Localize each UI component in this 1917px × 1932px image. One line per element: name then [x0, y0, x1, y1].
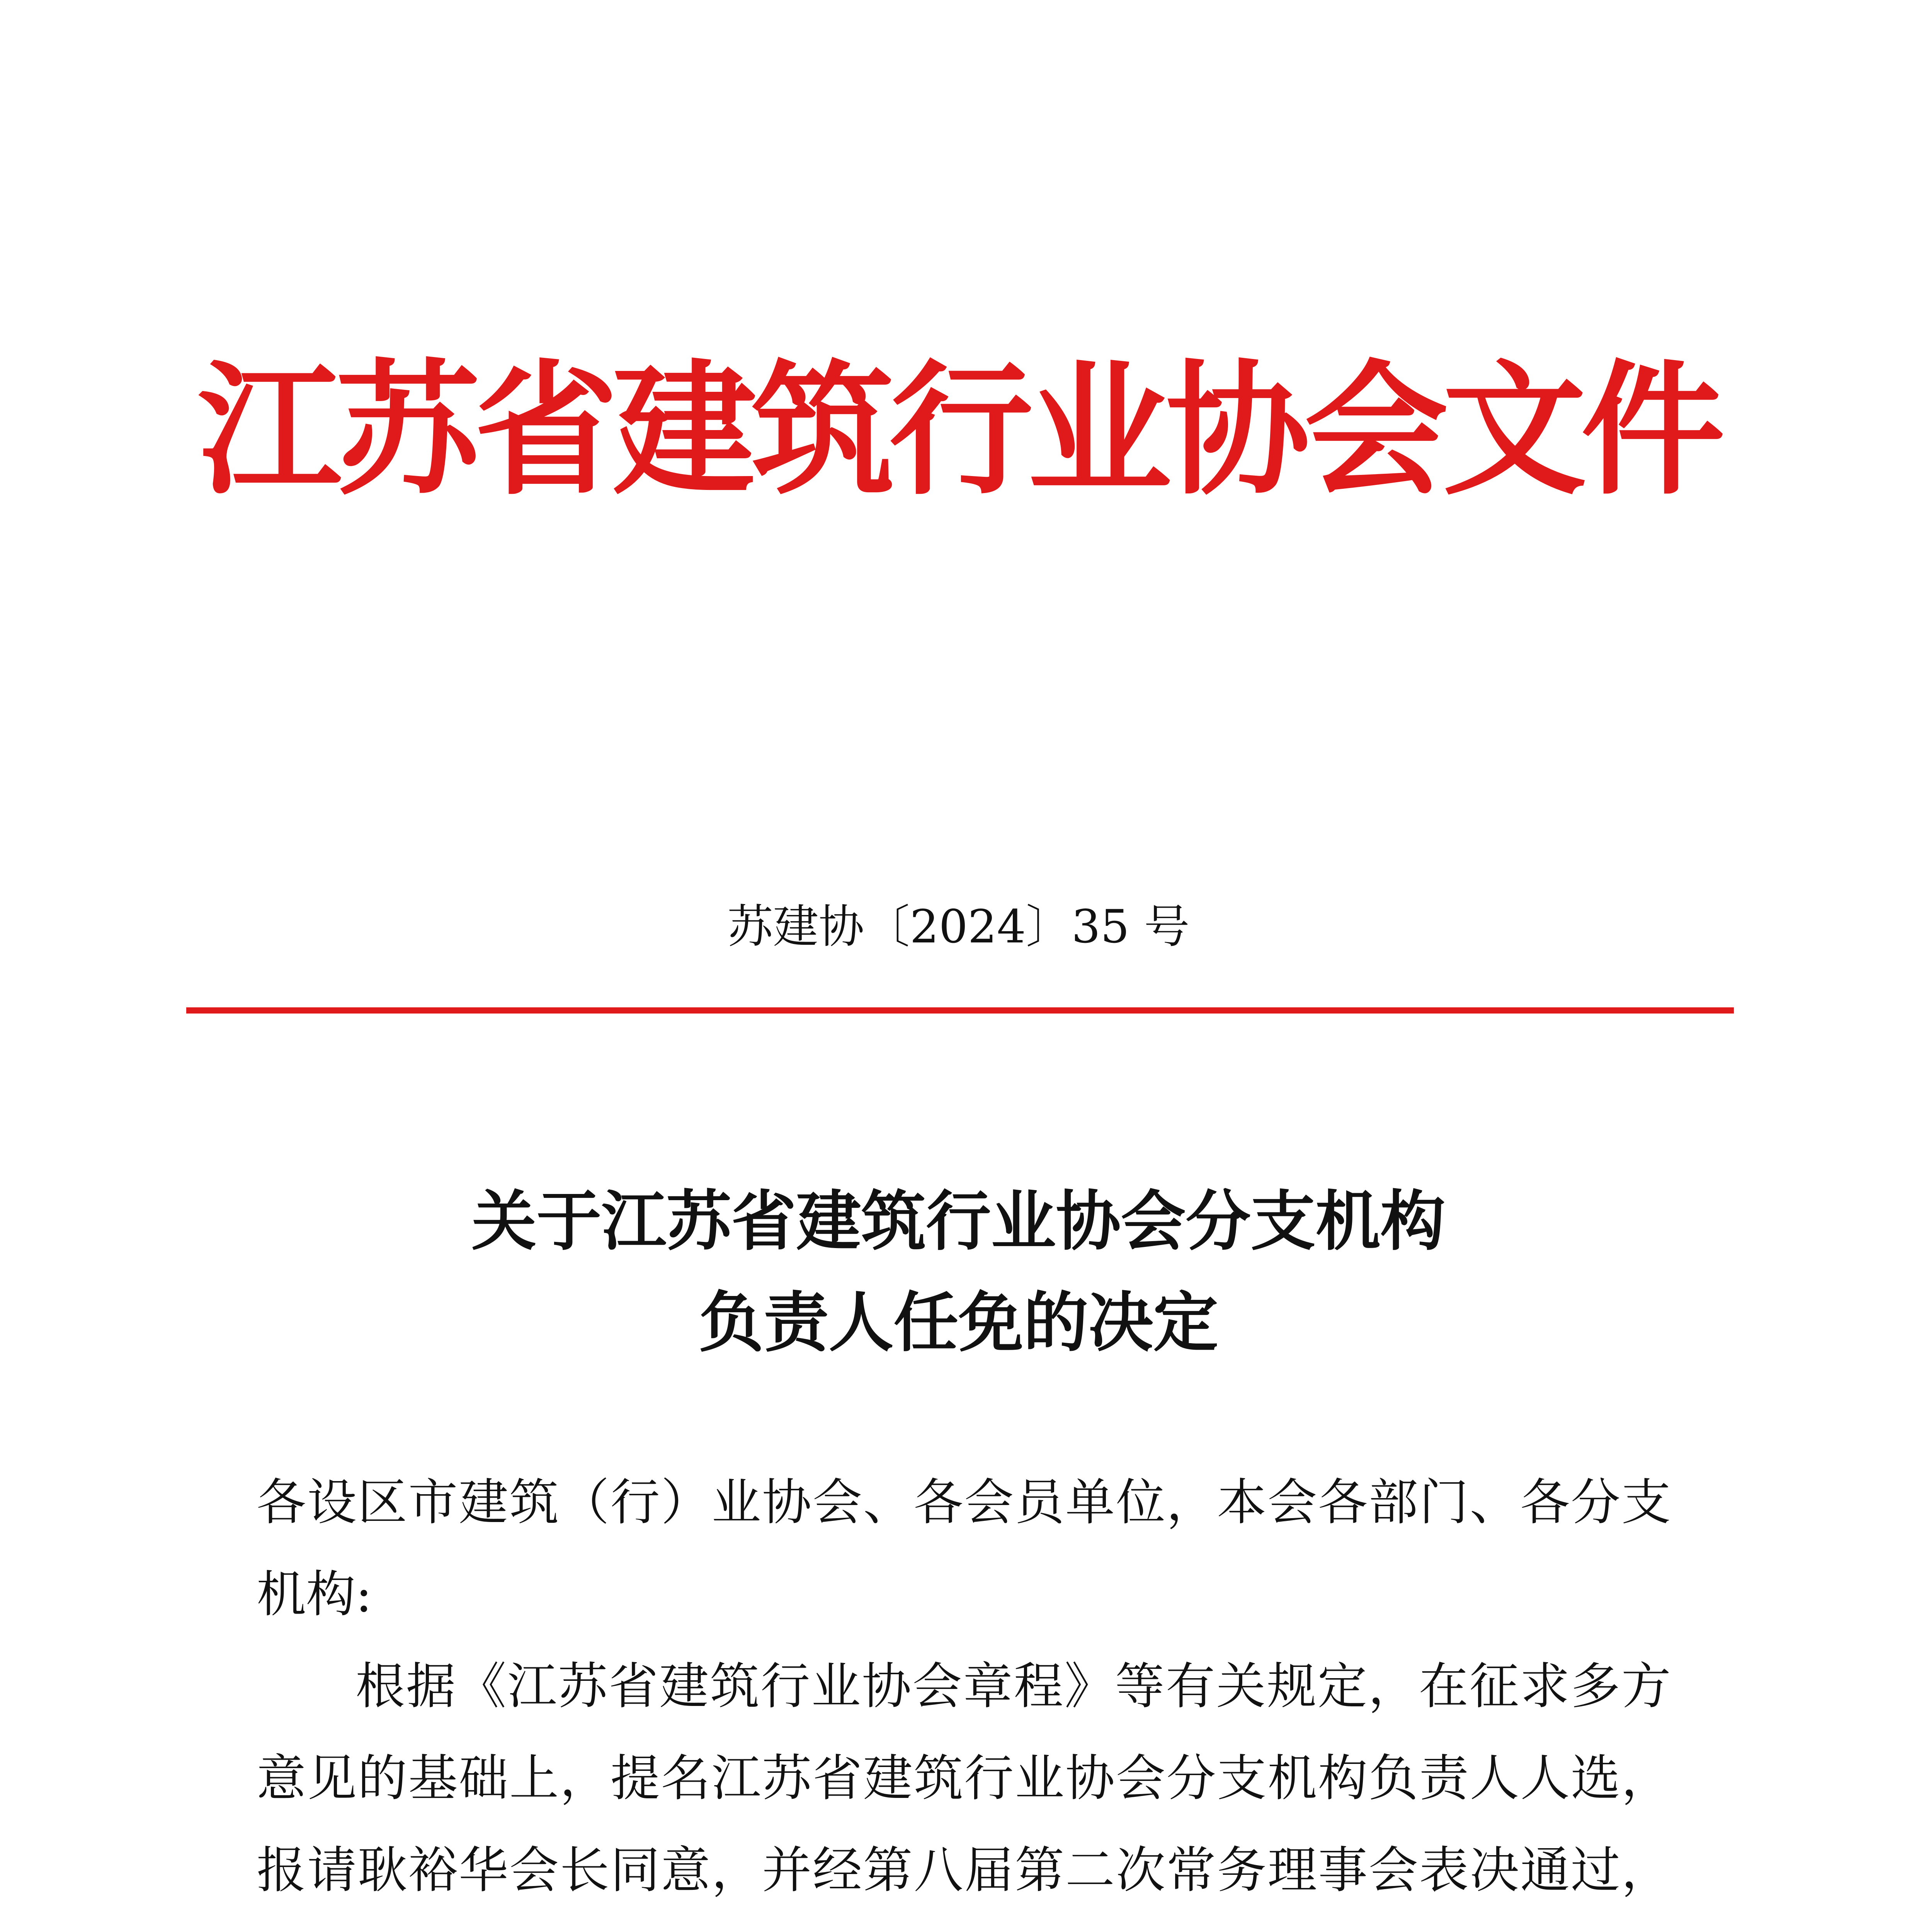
- red-separator-line: [186, 1007, 1734, 1014]
- body-paragraph: 根据《江苏省建筑行业协会章程》等有关规定，在征求多方意见的基础上，提名江苏省建筑行业协会分支机构负责人人选，报请耿裕华会长同意，并经第八届第二次常务理事会表决通过，: [257, 1658, 1671, 1899]
- document-title-line-1: 关于江苏省建筑行业协会分支机构: [471, 1184, 1446, 1259]
- document-title: [0, 1171, 1917, 1373]
- document-number: 苏建协〔2024〕35 号: [727, 900, 1190, 953]
- salutation: 各设区市建筑（行）业协会、各会员单位，本会各部门、各分支机构:: [257, 1474, 1671, 1623]
- document-title-line-2: 负责人任免的决定: [699, 1285, 1218, 1361]
- document-body: [257, 1457, 1671, 1932]
- document-header-title: 江苏省建筑行业协会文件: [197, 347, 1720, 514]
